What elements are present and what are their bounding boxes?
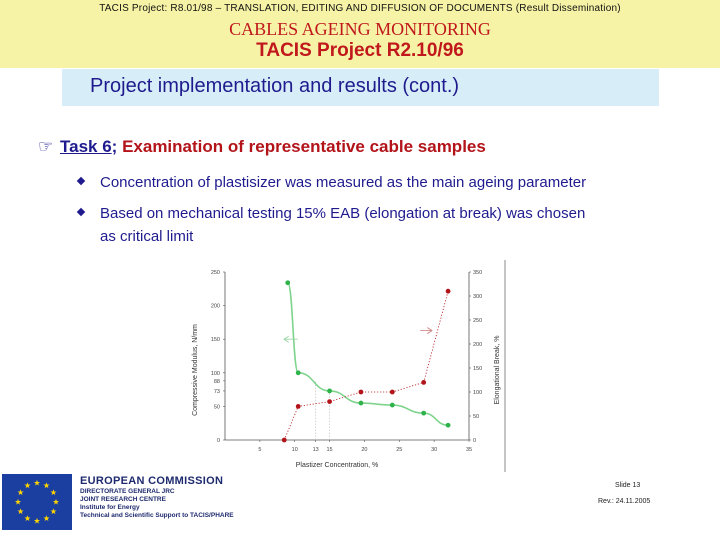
y-left-tick-label: 50: [213, 404, 220, 411]
eu-flag-icon: [2, 474, 72, 530]
header-project: TACIS Project R2.10/96: [256, 40, 464, 61]
elongation-point: [327, 399, 332, 404]
x-tick-label: 15: [326, 447, 333, 453]
elongation-point: [359, 390, 364, 395]
eab-chart: [187, 260, 507, 472]
y-left-tick-label: 200: [210, 303, 220, 310]
x-axis-label: Plastizer Concentration, %: [295, 462, 379, 469]
y-left-tick-label: 100: [210, 370, 220, 377]
modulus-point: [390, 403, 395, 408]
task-separator: ;: [111, 137, 118, 156]
slide-header: [0, 0, 720, 68]
footer-line: JOINT RESEARCH CENTRE: [80, 496, 166, 503]
y-right-tick-label: 200: [473, 342, 483, 348]
task-title: Examination of representative cable samples: [117, 137, 486, 156]
bullet-diamond-icon: [77, 208, 85, 216]
x-tick-label: 30: [431, 447, 438, 453]
bullet-text: Based on mechanical testing 15% EAB (elongation at break) was chosen: [100, 205, 586, 222]
y-right-tick-label: 300: [473, 294, 483, 300]
footer-line: DIRECTORATE GENERAL JRC: [80, 488, 175, 495]
y-right-tick-label: 250: [473, 318, 483, 324]
header-title: CABLES AGEING MONITORING: [229, 19, 491, 39]
y-left-tick-label: 250: [210, 270, 220, 276]
modulus-point: [421, 411, 426, 416]
bullet-text-cont: as critical limit: [100, 228, 194, 245]
project-line: TACIS Project: R8.01/98 – TRANSLATION, EDITING AND DIFFUSION OF DOCUMENTS (Result Dissemination): [99, 3, 621, 14]
elongation-point: [446, 289, 451, 294]
section-banner: [62, 69, 659, 106]
footer-line: Institute for Energy: [80, 504, 140, 511]
y-right-tick-label: 350: [473, 270, 483, 276]
modulus-point: [296, 370, 301, 375]
y-axis-label-right: Elongational Break, %: [494, 335, 501, 405]
elongation-point: [421, 380, 426, 385]
x-tick-label: 20: [361, 447, 368, 453]
modulus-point: [285, 280, 290, 285]
y-left-tick-label: 88: [213, 378, 220, 385]
footer-org: EUROPEAN COMMISSION: [80, 475, 224, 487]
footer-line: Technical and Scientific Support to TACIS/PHARE: [80, 512, 234, 519]
y-left-tick-label: 0: [216, 438, 220, 444]
x-tick-label: 5: [258, 447, 262, 453]
y-right-tick-label: 150: [473, 366, 483, 372]
modulus-point: [446, 423, 451, 428]
x-tick-label: 35: [465, 447, 473, 453]
pointing-hand-icon: ☞: [38, 137, 54, 156]
elongation-point: [282, 438, 287, 443]
slide-number: Slide 13: [615, 482, 641, 489]
footer-block: [80, 475, 234, 520]
revision-date: Rev.: 24.11.2005: [598, 498, 651, 505]
task-number: Task 6: [60, 137, 112, 156]
elongation-point: [296, 404, 301, 409]
bullet-text: Concentration of plastisizer was measured as the main ageing parameter: [100, 174, 587, 191]
section-title: Project implementation and results (cont.): [90, 75, 460, 97]
y-right-tick-label: 50: [473, 414, 480, 420]
modulus-point: [359, 401, 364, 406]
y-left-tick-label: 150: [210, 337, 220, 344]
x-tick-label: 25: [396, 447, 403, 453]
bullet-diamond-icon: [77, 177, 85, 185]
x-tick-label: 10: [291, 447, 298, 453]
elongation-point: [390, 390, 395, 395]
y-axis-label-left: Compressive Modulus, N/mm: [192, 324, 199, 416]
modulus-point: [327, 389, 332, 394]
y-right-tick-label: 0: [473, 438, 477, 444]
y-left-tick-label: 73: [213, 388, 220, 395]
x-tick-label: 13: [312, 447, 319, 453]
task-heading: [38, 137, 486, 157]
y-right-tick-label: 100: [473, 390, 483, 396]
